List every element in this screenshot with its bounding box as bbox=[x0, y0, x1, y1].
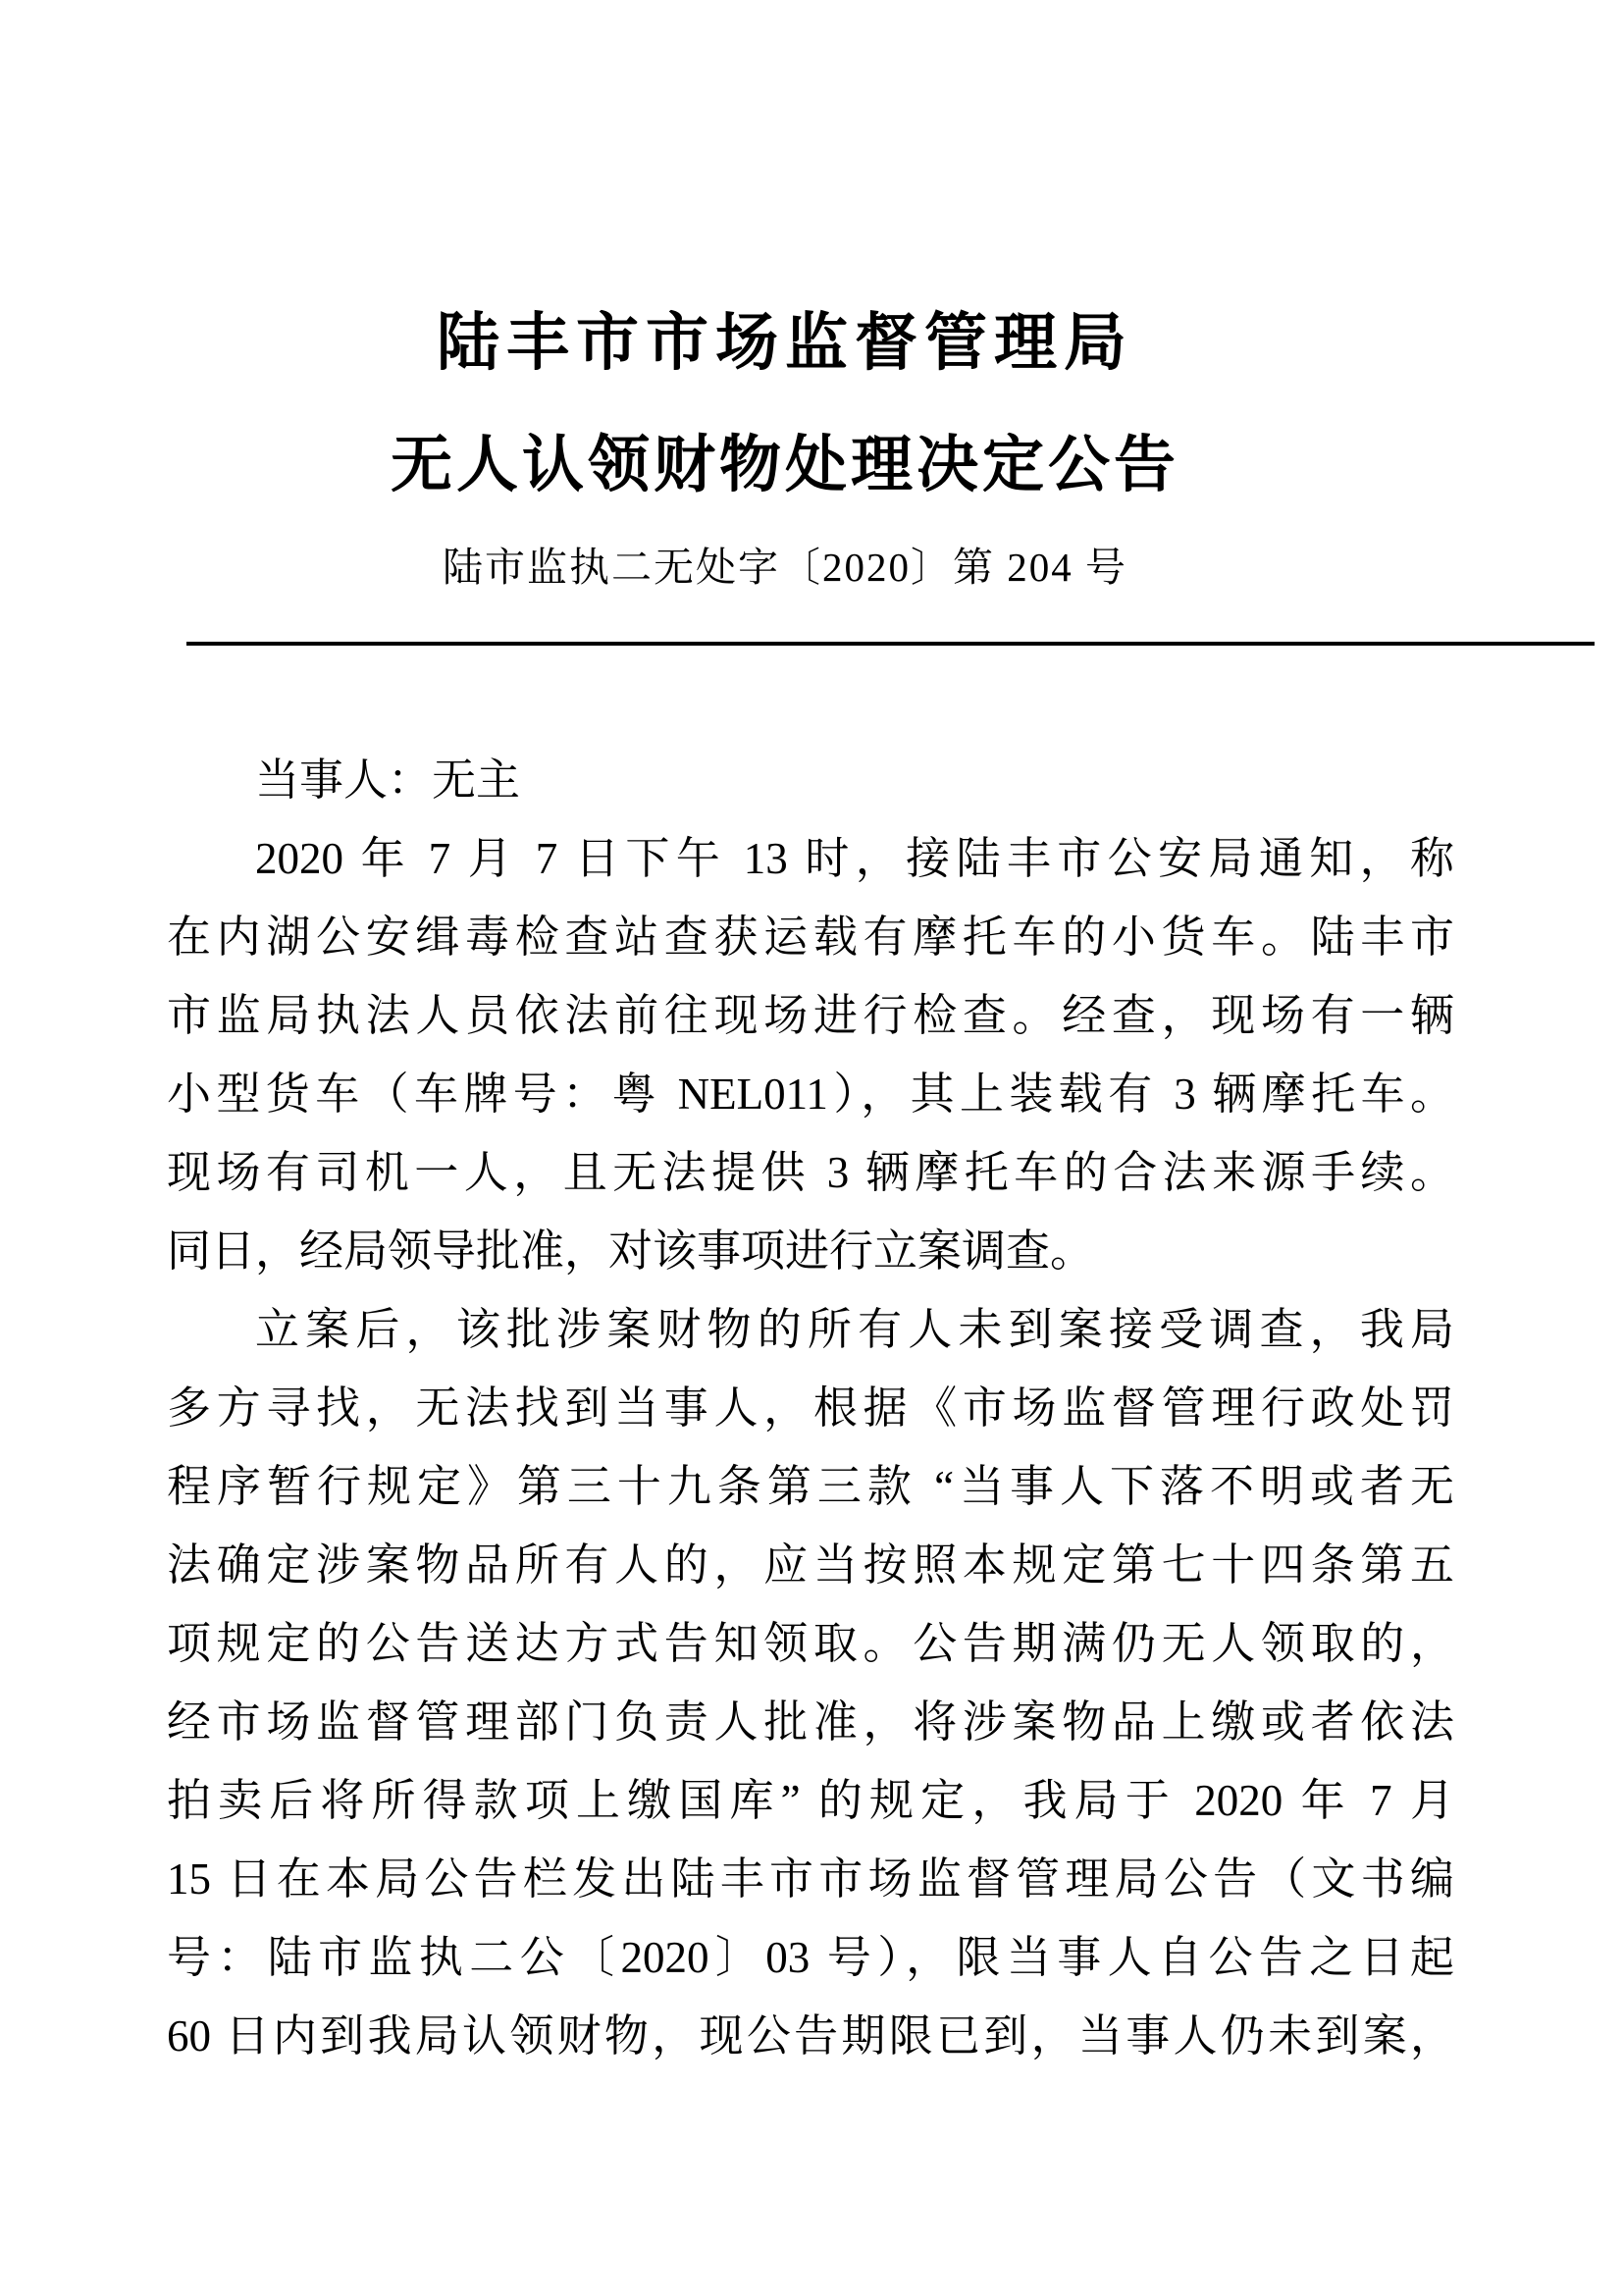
body-line: 2020 年 7 月 7 日下午 13 时，接陆丰市公安局通知，称 bbox=[255, 834, 1454, 883]
document-title-agency: 陆丰市市场监督管理局 bbox=[437, 307, 1133, 378]
body-line: 市监局执法人员依法前往现场进行检查。经查，现场有一辆 bbox=[167, 991, 1454, 1040]
body-line: 拍卖后将所得款项上缴国库” 的规定，我局于 2020 年 7 月 bbox=[167, 1776, 1454, 1825]
body-line: 项规定的公告送达方式告知领取。公告期满仍无人领取的， bbox=[167, 1619, 1454, 1668]
body-line: 法确定涉案物品所有人的，应当按照本规定第七十四条第五 bbox=[167, 1540, 1454, 1590]
body-line-party: 当事人：无主 bbox=[255, 756, 521, 805]
document-title-subject: 无人认领财物处理决定公告 bbox=[391, 431, 1179, 499]
body-line: 小型货车（车牌号：粤 NEL011），其上装载有 3 辆摩托车。 bbox=[167, 1070, 1454, 1119]
document-reference-number: 陆市监执二无处字〔2020〕第 204 号 bbox=[443, 545, 1127, 590]
body-line: 60 日内到我局认领财物，现公告期限已到，当事人仍未到案， bbox=[167, 2011, 1454, 2061]
body-line: 立案后，该批涉案财物的所有人未到案接受调查，我局 bbox=[255, 1305, 1454, 1354]
body-line: 号：陆市监执二公〔2020〕03 号），限当事人自公告之日起 bbox=[167, 1933, 1454, 1982]
body-line: 15 日在本局公告栏发出陆丰市市场监督管理局公告（文书编 bbox=[167, 1854, 1454, 1904]
body-line: 多方寻找，无法找到当事人，根据《市场监督管理行政处罚 bbox=[167, 1383, 1454, 1433]
document-body bbox=[167, 741, 1454, 2075]
header-divider-line bbox=[186, 642, 1595, 646]
body-line: 在内湖公安缉毒检查站查获运载有摩托车的小货车。陆丰市 bbox=[167, 913, 1454, 962]
body-line: 经市场监督管理部门负责人批准，将涉案物品上缴或者依法 bbox=[167, 1697, 1454, 1747]
body-line: 程序暂行规定》第三十九条第三款 “当事人下落不明或者无 bbox=[167, 1462, 1454, 1511]
body-line: 现场有司机一人，且无法提供 3 辆摩托车的合法来源手续。 bbox=[167, 1148, 1454, 1197]
body-line: 同日，经局领导批准，对该事项进行立案调查。 bbox=[167, 1226, 1095, 1276]
